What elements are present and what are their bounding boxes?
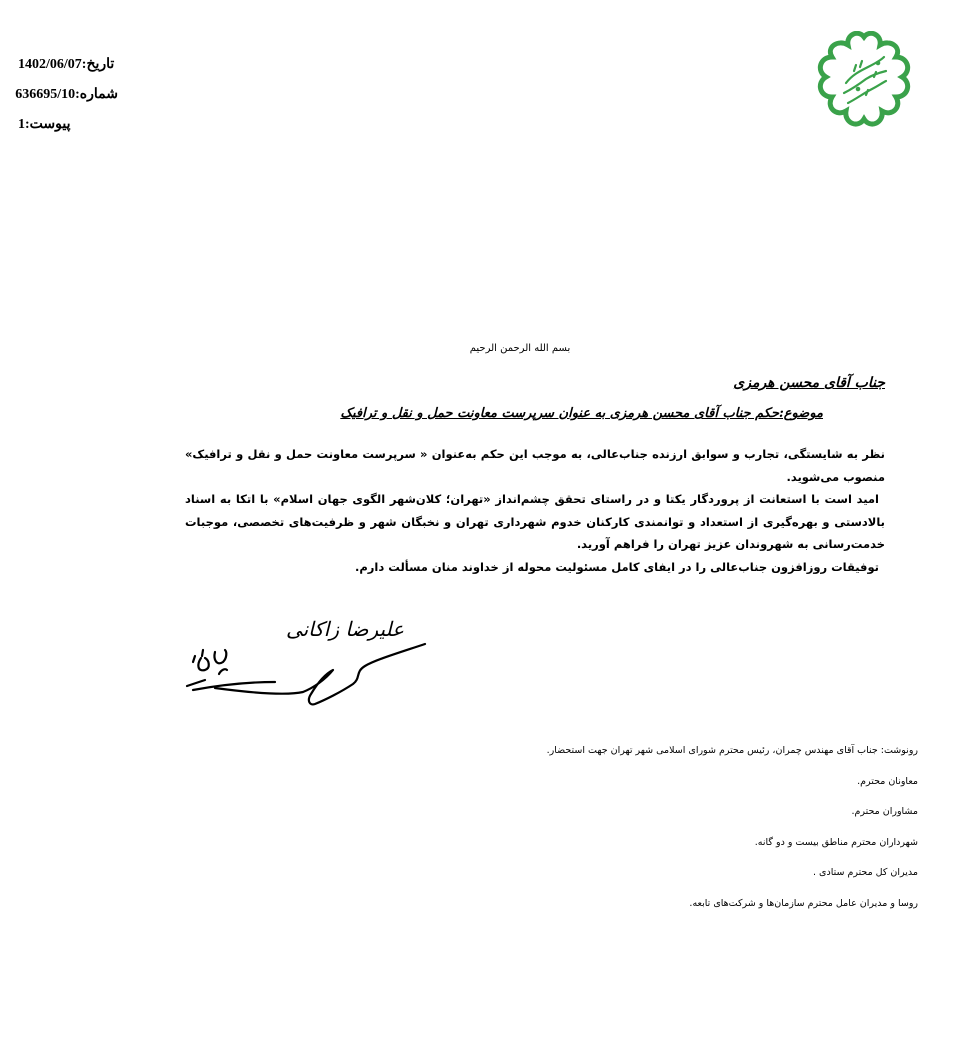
body-paragraph: نظر به شایستگی، تجارب و سوابق ارزنده جناب‌عالی، به موجب این حکم به‌عنوان « سرپرست معاونت حمل و نقل و ترافیک» منصوب می‌شوید.: [185, 447, 885, 484]
letter-attachment: پیوست:1: [18, 117, 71, 132]
cc-item: مدیران کل محترم ستادی .: [813, 867, 918, 878]
letter-number: شماره:636695/10: [15, 87, 118, 102]
document-meta: [15, 56, 118, 146]
basmala: بسم الله الرحمن الرحیم: [469, 343, 571, 354]
cc-item: معاونان محترم.: [857, 775, 918, 787]
body-paragraph: توفیقات روزافزون جناب‌عالی را در ایفای کامل مسئولیت محوله از خداوند منان مسألت دارم.: [355, 559, 879, 574]
signature-name: علیرضا زاکانی: [285, 617, 405, 641]
subject-line: موضوع:حکم جناب آقای محسن هرمزی به عنوان سرپرست معاونت حمل و نقل و ترافیک: [340, 406, 823, 421]
cc-item: مشاوران محترم.: [851, 806, 918, 817]
cc-list: [418, 745, 918, 928]
letter-body: [185, 443, 885, 578]
cc-item: روسا و مدیران عامل محترم سازمان‌ها و شرکت‌های تابعه.: [689, 897, 918, 909]
letter-date: تاریخ:1402/06/07: [18, 57, 115, 72]
recipient: جناب آقای محسن هرمزی: [733, 375, 885, 391]
cc-item: شهرداران محترم مناطق بیست و دو گانه.: [754, 836, 918, 848]
tehran-municipality-logo: [808, 31, 920, 136]
signature: [175, 596, 440, 716]
cc-item: رونوشت: جناب آقای مهندس چمران، رئیس محترم شورای اسلامی شهر تهران جهت استحضار.: [546, 745, 918, 756]
body-paragraph: امید است با استعانت از پروردگار یکتا و در راستای تحقق چشم‌انداز «تهران؛ کلان‌شهر الگوی جهان اسلام» با اتکا به اسناد بالادستی و بهره‌گیری از استعداد و توانمندی کارکنان خدوم شهرداری تهران و نخبگان شهر و ظرفیت‌های تخصصی، موجبات خدمت‌رسانی به شهروندان عزیز تهران را فراهم آورید.: [185, 492, 885, 551]
